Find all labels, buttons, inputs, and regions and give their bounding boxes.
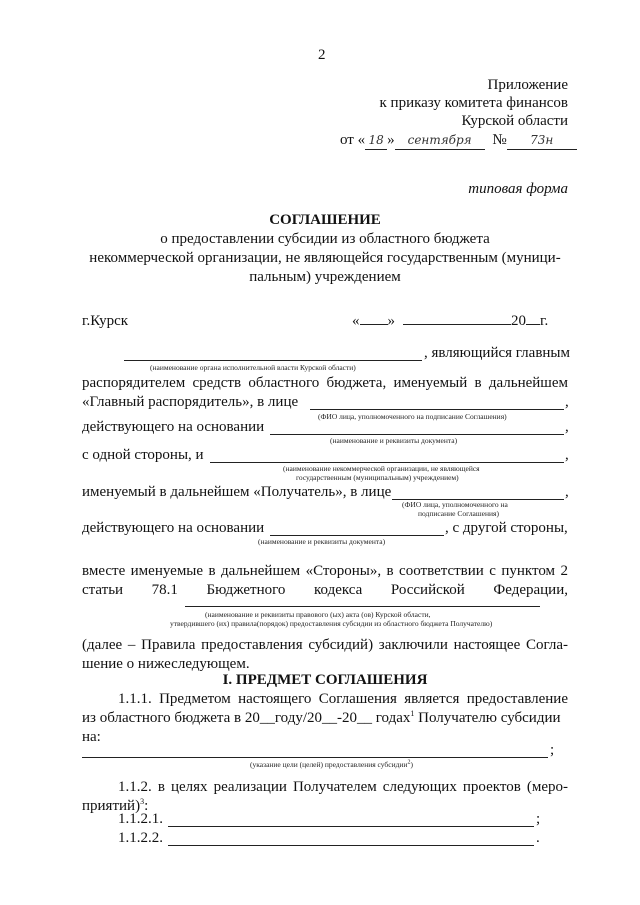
p111-recipient-text: Получателю субсидии <box>414 710 561 726</box>
date-open-quote: « <box>352 313 360 329</box>
p112-events-text: приятий) <box>82 798 141 814</box>
act-line <box>185 606 540 607</box>
caption-fio: (ФИО лица, уполномоченного на подписание Соглашения) <box>318 412 507 421</box>
basis-line <box>270 434 564 435</box>
agreement-heading: СОГЛАШЕНИЕ <box>269 212 381 228</box>
main-distributor-text: «Главный распорядитель», в лице <box>82 394 299 410</box>
date-month-handwritten: сентября <box>407 133 472 147</box>
p1121-end: ; <box>536 811 541 827</box>
footnote-3: 3 <box>140 797 145 806</box>
acting-basis-text: действующего на основании <box>82 419 265 435</box>
section1-heading: I. ПРЕДМЕТ СОГЛАШЕНИЯ <box>222 672 428 688</box>
number-field <box>507 131 577 150</box>
caption-act2: утвердившего (их) правила(порядок) предоставления субсидии из областного бюджета Получателю) <box>170 619 493 628</box>
footnote-1: 1 <box>410 709 415 718</box>
p1121-line <box>168 826 534 827</box>
appendix-line2: к приказу комитета финансов <box>379 95 568 111</box>
date-month-field <box>395 131 485 150</box>
caption-goal <box>250 760 413 769</box>
distributor-line: распорядителем средств областного бюджета, именуемый в дальнейшем <box>82 375 568 391</box>
date-blank <box>352 312 548 330</box>
year-blank <box>526 324 540 325</box>
title-line1: о предоставлении субсидии из областного бюджета <box>160 231 490 247</box>
p1122-line <box>168 845 534 846</box>
year-prefix: 20 <box>511 313 526 329</box>
appendix-line3: Курской области <box>461 113 568 129</box>
fio2-comma: , <box>565 484 569 500</box>
caption-nko2: государственным (муниципальным) учреждением) <box>296 473 459 482</box>
p1122-label: 1.1.2.2. <box>118 830 163 846</box>
acting-basis2-text: действующего на основании <box>82 520 265 536</box>
basis2-line <box>270 535 444 536</box>
caption-fio2b: подписание Соглашения) <box>418 509 499 518</box>
one-side-text: с одной стороны, и <box>82 447 204 463</box>
caption-fio2a: (ФИО лица, уполномоченного на <box>402 500 508 509</box>
number-prefix: № <box>492 132 507 148</box>
together-line: вместе именуемые в дальнейшем «Стороны», в соответствии с пунктом 2 <box>82 563 568 579</box>
appendix-date-row <box>340 131 577 150</box>
article-line: статьи 78.1 Бюджетного кодекса Российской Федерации, <box>82 582 568 598</box>
date-day-handwritten: 18 <box>368 133 384 147</box>
p111-line1: 1.1.1. Предметом настоящего Соглашения является предоставление <box>118 691 568 707</box>
p111-years-text: из областного бюджета в 20__году/20__-20__ годах <box>82 710 411 726</box>
caption-organ: (наименование органа исполнительной власти Курской области) <box>150 363 356 372</box>
day-blank <box>360 324 388 325</box>
number-handwritten: 73н <box>530 133 554 147</box>
nko-comma: , <box>565 447 569 463</box>
basis-comma: , <box>565 419 569 435</box>
caption-nko1: (наименование некоммерческой организации, не являющейся <box>283 464 480 473</box>
being-main-text: , являющийся главным <box>424 345 571 361</box>
recipient-text: именуемый в дальнейшем «Получатель», в лице <box>82 484 392 500</box>
nko-line <box>210 462 564 463</box>
year-suffix: г. <box>540 313 549 329</box>
caption-doc: (наименование и реквизиты документа) <box>330 436 458 445</box>
goal-semicolon: ; <box>550 742 555 758</box>
rules-line2: шение о нижеследующем. <box>82 656 250 672</box>
p112-colon: : <box>144 798 149 814</box>
goal-line <box>82 757 548 758</box>
footnote-2: 2 <box>407 759 411 766</box>
title-line2: некоммерческой организации, не являющейся государственным (муници- <box>89 250 561 266</box>
page-number: 2 <box>318 47 326 63</box>
appendix-line1: Приложение <box>487 77 568 93</box>
caption-doc2: (наименование и реквизиты документа) <box>258 537 386 546</box>
date-day-field <box>365 131 387 150</box>
date-close-quote: » <box>387 313 395 329</box>
place: г.Курск <box>82 313 129 329</box>
title-line3: пальным) учреждением <box>249 269 401 285</box>
p112-line1: 1.1.2. в целях реализации Получателем следующих проектов (меро- <box>118 779 568 795</box>
rules-line1: (далее – Правила предоставления субсидий) заключили настоящее Согла- <box>82 637 568 653</box>
other-side-text: , с другой стороны, <box>445 520 568 536</box>
fio-comma: , <box>565 394 569 410</box>
fio-line <box>310 409 564 410</box>
p111-line2 <box>82 709 561 727</box>
p1122-end: . <box>536 830 540 846</box>
form-type: типовая форма <box>468 181 568 197</box>
caption-goal-text: (указание цели (целей) предоставления субсидии <box>250 760 408 769</box>
p111-line3: на: <box>82 729 101 745</box>
organ-name-line <box>124 360 422 361</box>
caption-goal-close: ) <box>410 760 413 769</box>
date-prefix: от « <box>340 132 366 148</box>
p1121-label: 1.1.2.1. <box>118 811 163 827</box>
month-blank <box>403 324 511 325</box>
caption-act1: (наименование и реквизиты правового (ых) акта (ов) Курской области, <box>205 610 431 619</box>
date-mid: » <box>387 132 395 148</box>
